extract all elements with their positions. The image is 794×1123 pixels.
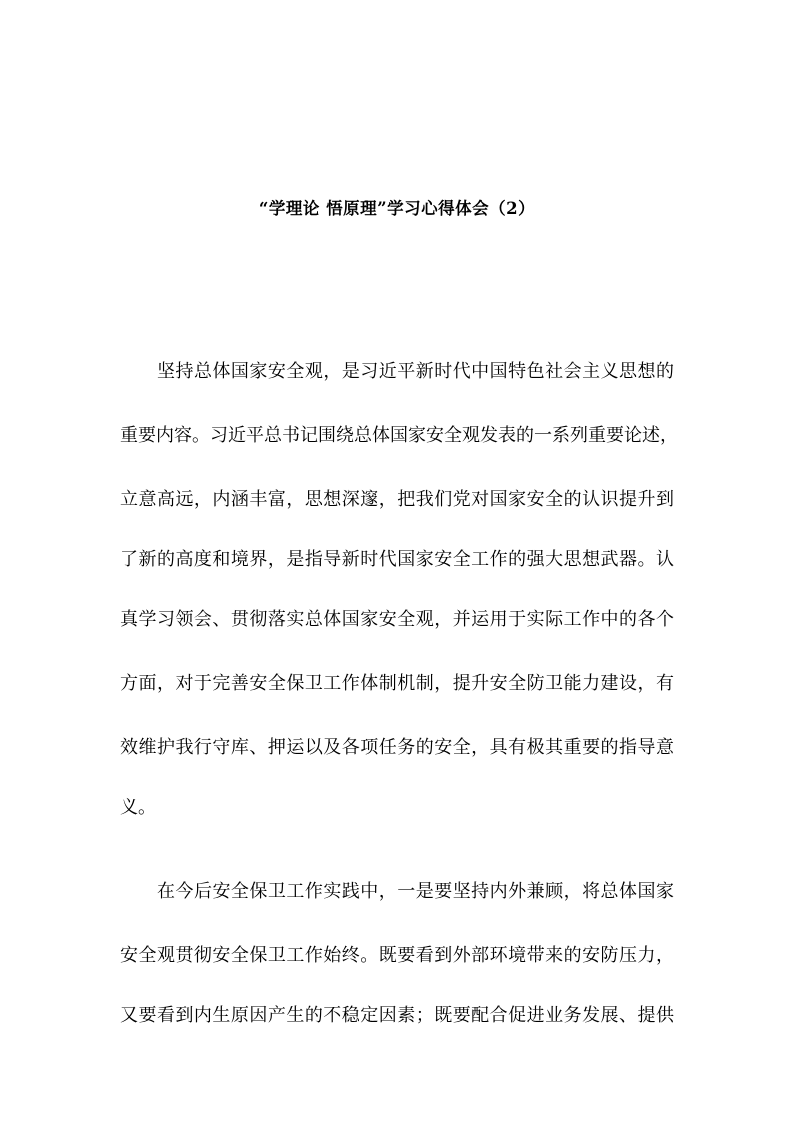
paragraph-1-line-5: 真学习领会、贯彻落实总体国家安全观，并运用于实际工作中的各个 [120, 609, 674, 630]
paragraph-1-line-1: 坚持总体国家安全观，是习近平新时代中国特色社会主义思想的 [157, 361, 674, 382]
paragraph-1-line-3: 立意高远，内涵丰富，思想深邃，把我们党对国家安全的认识提升到 [120, 489, 674, 510]
document-title: “学理论 悟原理”学习心得体会（2） [258, 199, 536, 218]
paragraph-1-line-4: 了新的高度和境界，是指导新时代国家安全工作的强大思想武器。认 [120, 549, 674, 570]
paragraph-2-line-1: 在今后安全保卫工作实践中，一是要坚持内外兼顾，将总体国家 [157, 881, 674, 902]
paragraph-1-line-8: 义。 [120, 797, 156, 818]
paragraph-1-line-2: 重要内容。习近平总书记围绕总体国家安全观发表的一系列重要论述， [120, 425, 678, 446]
paragraph-2-line-2: 安全观贯彻安全保卫工作始终。既要看到外部环境带来的安防压力， [120, 945, 674, 966]
paragraph-1-line-7: 效维护我行守库、押运以及各项任务的安全，具有极其重要的指导意 [120, 737, 674, 758]
paragraph-1-line-6: 方面，对于完善安全保卫工作体制机制，提升安全防卫能力建设，有 [120, 673, 674, 694]
paragraph-2-line-3: 又要看到内生原因产生的不稳定因素；既要配合促进业务发展、提供 [120, 1005, 674, 1026]
